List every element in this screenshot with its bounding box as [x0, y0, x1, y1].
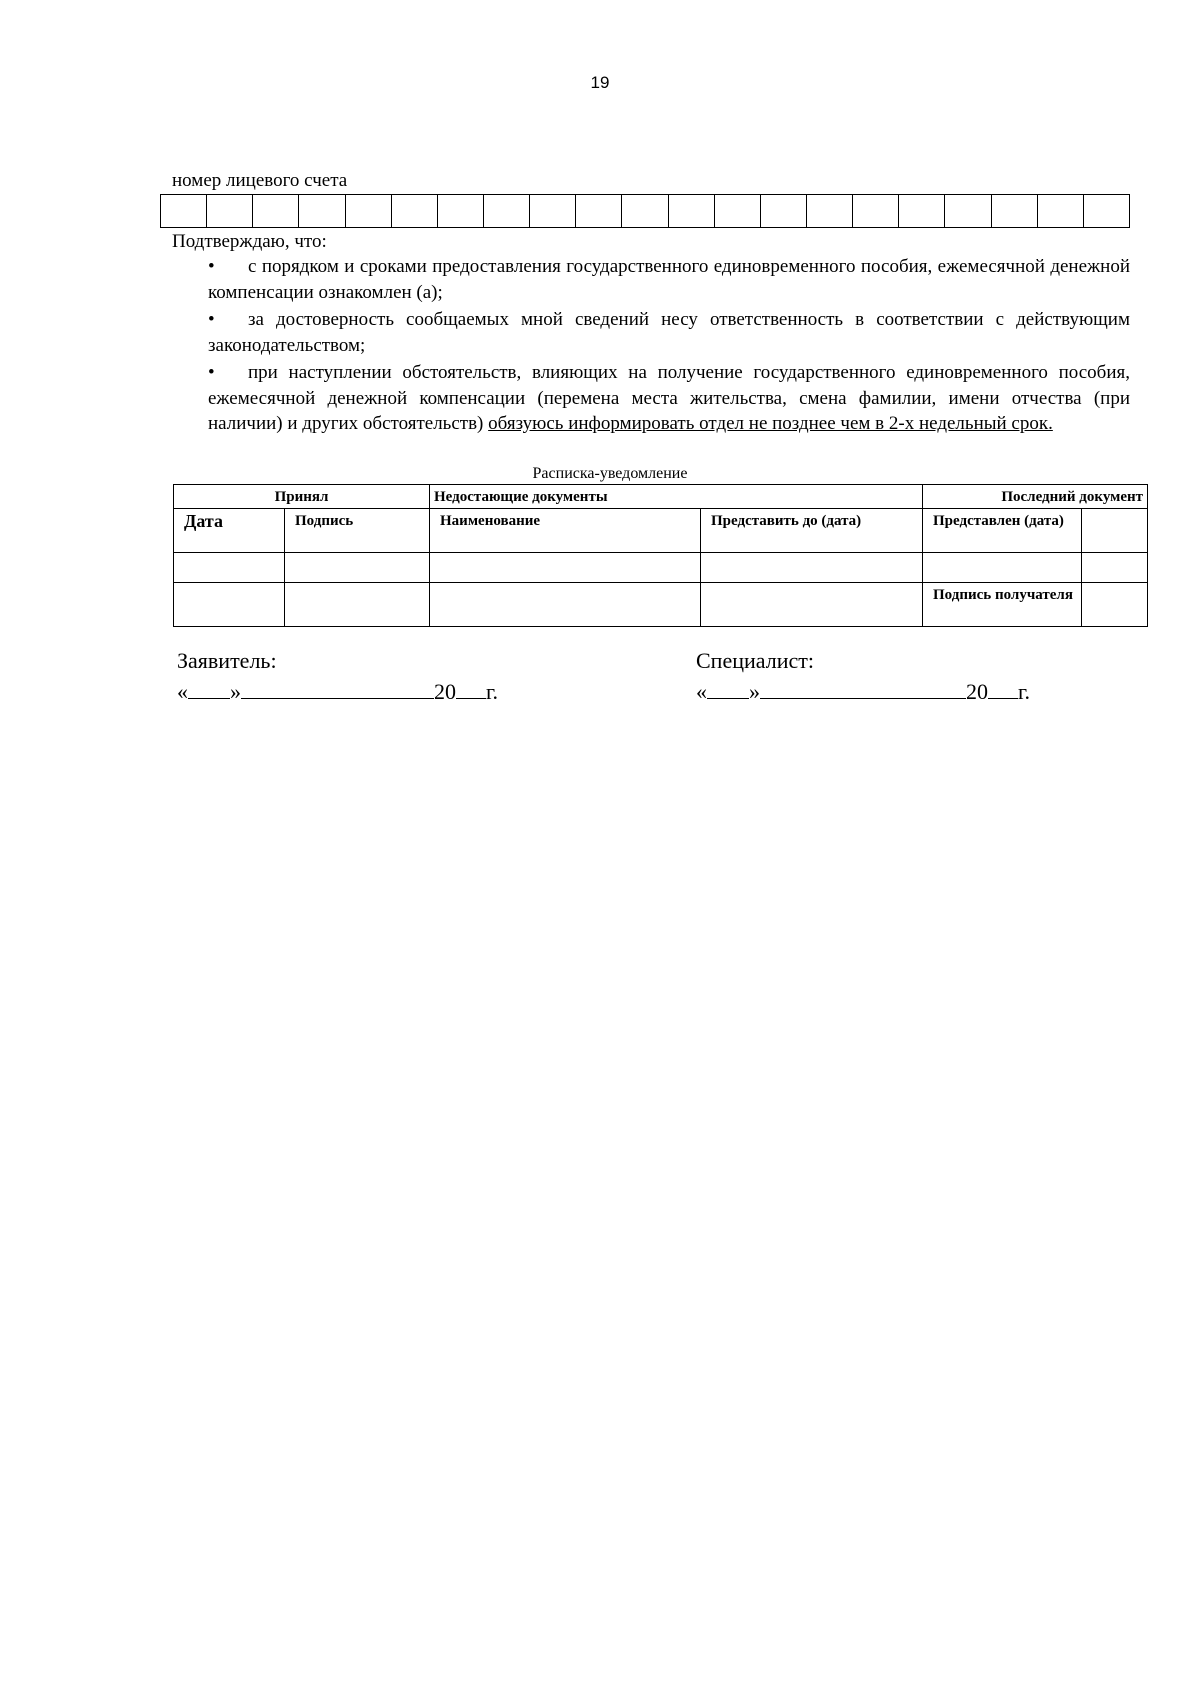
column-header-signature: Подпись	[285, 509, 430, 553]
recipient-signature-label: Подпись получателя	[923, 583, 1082, 627]
account-digit-cell[interactable]	[530, 195, 576, 228]
column-header-submit-by: Представить до (дата)	[701, 509, 923, 553]
receipt-cell	[430, 583, 701, 627]
receipt-cell	[701, 553, 923, 583]
account-number-label: номер лицевого счета	[172, 170, 348, 191]
receipt-cell	[430, 553, 701, 583]
account-digit-cell[interactable]	[714, 195, 760, 228]
page-number: 19	[590, 73, 610, 92]
receipt-table	[173, 484, 1148, 627]
receipt-row	[174, 583, 1148, 627]
confirmation-intro: Подтверждаю, что:	[172, 231, 327, 252]
group-header-missing-documents: Недостающие документы	[430, 485, 923, 509]
account-digit-cell[interactable]	[945, 195, 991, 228]
account-digit-cell[interactable]	[1037, 195, 1083, 228]
specialist-label: Специалист:	[696, 648, 814, 673]
confirmation-item	[208, 307, 1130, 358]
year-blank	[988, 676, 1018, 699]
confirmation-item-plain: при наступлении обстоятельств, влияющих на получение государственного единовременного пособия, ежемесячной денежной компенсации (перемена места жительства, смена фамилии, имени отчества (при наличии) и других обстоятельств)	[208, 362, 1130, 434]
obligation-underlined-text: обязуюсь информировать отдел не позднее чем в 2-х недельный срок.	[488, 413, 1053, 434]
applicant-label: Заявитель:	[177, 648, 277, 673]
account-digit-cell[interactable]	[806, 195, 852, 228]
day-blank	[707, 676, 749, 699]
receipt-cell	[174, 553, 285, 583]
account-digit-cell[interactable]	[161, 195, 207, 228]
column-header-date: Дата	[174, 509, 285, 553]
account-digit-cell[interactable]	[899, 195, 945, 228]
confirmation-list	[208, 254, 1130, 439]
close-quote: »	[230, 679, 241, 704]
confirmation-item-text	[208, 360, 1130, 437]
column-header-submitted: Представлен (дата)	[923, 509, 1082, 553]
account-digit-cell[interactable]	[760, 195, 806, 228]
account-digit-cell[interactable]	[991, 195, 1037, 228]
year-prefix: 20	[434, 679, 456, 704]
receipt-cell	[1082, 509, 1148, 553]
open-quote: «	[177, 679, 188, 704]
account-digit-cell[interactable]	[437, 195, 483, 228]
group-header-last-document: Последний документ	[923, 485, 1148, 509]
month-blank	[241, 676, 434, 699]
receipt-column-header-row	[174, 509, 1148, 553]
specialist-signature-block	[696, 646, 1030, 707]
applicant-signature-block	[177, 646, 498, 707]
year-suffix: г.	[486, 679, 499, 704]
receipt-group-header-row	[174, 485, 1148, 509]
specialist-date-line	[696, 676, 1030, 707]
year-blank	[456, 676, 486, 699]
receipt-cell	[174, 583, 285, 627]
bullet-icon: •	[208, 362, 215, 383]
account-digit-cell[interactable]	[668, 195, 714, 228]
close-quote: »	[749, 679, 760, 704]
account-number-row	[161, 195, 1130, 228]
applicant-date-line	[177, 676, 498, 707]
receipt-cell	[701, 583, 923, 627]
account-digit-cell[interactable]	[345, 195, 391, 228]
account-digit-cell[interactable]	[622, 195, 668, 228]
receipt-row	[174, 553, 1148, 583]
receipt-cell	[1082, 553, 1148, 583]
account-digit-cell[interactable]	[207, 195, 253, 228]
receipt-cell	[285, 553, 430, 583]
account-digit-cell[interactable]	[253, 195, 299, 228]
bullet-icon: •	[208, 256, 215, 277]
bullet-icon: •	[208, 309, 215, 330]
account-digit-cell[interactable]	[853, 195, 899, 228]
account-digit-cell[interactable]	[483, 195, 529, 228]
confirmation-item	[208, 360, 1130, 437]
receipt-cell	[923, 553, 1082, 583]
account-digit-cell[interactable]	[299, 195, 345, 228]
year-prefix: 20	[966, 679, 988, 704]
column-header-name: Наименование	[430, 509, 701, 553]
confirmation-item	[208, 254, 1130, 305]
confirmation-item-text: за достоверность сообщаемых мной сведений несу ответственность в соответствии с действующим законодательством;	[208, 309, 1130, 356]
receipt-cell	[1082, 583, 1148, 627]
confirmation-item-text: с порядком и сроками предоставления государственного единовременного пособия, ежемесячной денежной компенсации ознакомлен (а);	[208, 256, 1130, 303]
account-number-grid	[160, 194, 1130, 228]
account-digit-cell[interactable]	[391, 195, 437, 228]
account-digit-cell[interactable]	[576, 195, 622, 228]
day-blank	[188, 676, 230, 699]
open-quote: «	[696, 679, 707, 704]
receipt-title: Расписка-уведомление	[532, 465, 688, 482]
receipt-cell	[285, 583, 430, 627]
month-blank	[760, 676, 966, 699]
account-digit-cell[interactable]	[1083, 195, 1129, 228]
year-suffix: г.	[1018, 679, 1031, 704]
group-header-accepted: Принял	[174, 485, 430, 509]
